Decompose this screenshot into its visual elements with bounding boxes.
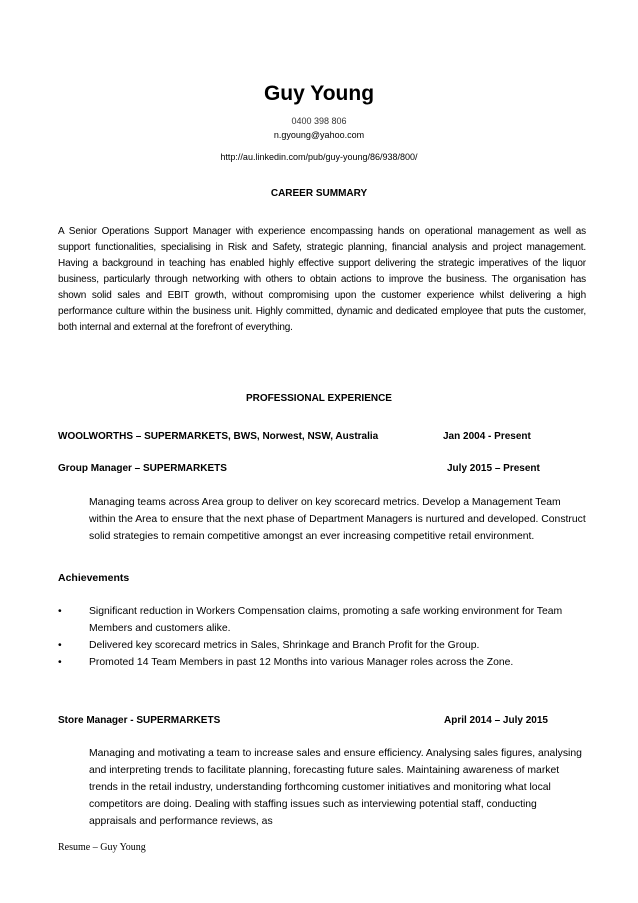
candidate-name: Guy Young xyxy=(263,82,375,105)
professional-experience-heading: PROFESSIONAL EXPERIENCE xyxy=(246,393,392,404)
career-summary-heading: CAREER SUMMARY xyxy=(270,188,368,199)
achievement-text: Significant reduction in Workers Compensation claims, promoting a safe working environment for Team Members and customers alike. xyxy=(89,606,563,634)
role-dates-store-manager: April 2014 – July 2015 xyxy=(444,715,548,726)
linkedin-url[interactable]: http://au.linkedin.com/pub/guy-young/86/938/800/ xyxy=(220,152,418,162)
bullet-icon: • xyxy=(58,640,62,651)
list-item xyxy=(58,637,588,654)
page-footer: Resume – Guy Young xyxy=(58,842,146,853)
role-description-store-manager: Managing and motivating a team to increase sales and ensure efficiency. Analysing sales figures, analysing and interpreting trends to facilitate planning, forecasting future sales. Maintaining awareness of market trends in the retail industry, understanding forthcoming customer initiatives and monitoring what local competitors are doing. Dealing with staffing issues such as interviewing potential staff, conducting appraisals and performance reviews, as xyxy=(89,748,582,827)
achievements-heading: Achievements xyxy=(58,572,130,584)
employer-dates: Jan 2004 - Present xyxy=(443,431,531,442)
role-title-group-manager: Group Manager – SUPERMARKETS xyxy=(58,463,227,474)
achievement-text: Promoted 14 Team Members in past 12 Months into various Manager roles across the Zone. xyxy=(89,657,514,668)
role-dates-group-manager: July 2015 – Present xyxy=(447,463,540,474)
email-address[interactable]: n.gyoung@yahoo.com xyxy=(273,130,365,140)
list-item xyxy=(58,654,588,671)
bullet-icon: • xyxy=(58,657,62,668)
employer-name: WOOLWORTHS – SUPERMARKETS, BWS, Norwest, NSW, Australia xyxy=(58,431,379,442)
bullet-icon: • xyxy=(58,606,62,617)
achievements-list xyxy=(58,603,588,671)
list-item xyxy=(58,603,588,637)
phone-number: 0400 398 806 xyxy=(291,116,347,126)
achievement-text: Delivered key scorecard metrics in Sales, Shrinkage and Branch Profit for the Group. xyxy=(89,640,480,651)
role-title-store-manager: Store Manager - SUPERMARKETS xyxy=(58,715,221,726)
role-description-group-manager: Managing teams across Area group to deliver on key scorecard metrics. Develop a Management Team within the Area to ensure that the next phase of Department Managers is nurtured and developed. Construct solid strategies to remain competitive amongst an ever increasing competitive retail environment. xyxy=(89,497,586,542)
career-summary-text: A Senior Operations Support Manager with experience encompassing hands on operational management as well as support functionalities, specialising in Risk and Safety, strategic planning, financial analysis and project management. Having a background in teaching has enabled highly effective support delivering the strategic imperatives of the liquor business, particularly through networking with others to obtain actions to improve the business. The organisation has shown solid sales and EBIT growth, without compromising upon the customer experience whilst delivering a high performance culture within the business unit. Highly committed, dynamic and dedicated employee that puts the customer, both internal and external at the forefront of everything. xyxy=(58,226,586,333)
